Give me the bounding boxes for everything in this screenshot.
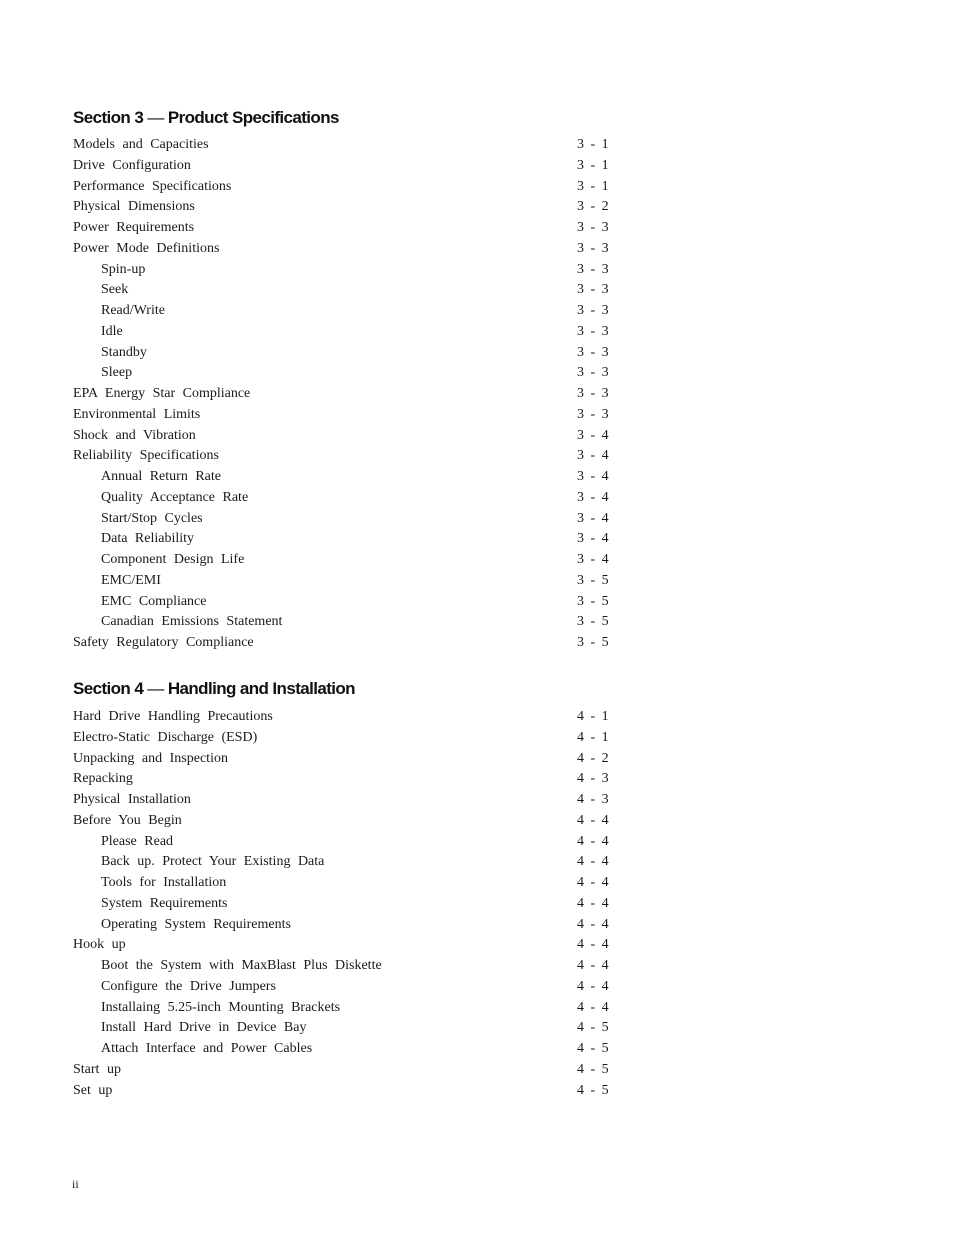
toc-entry-page: 4 - 2 [577,750,609,766]
toc-entry-title: Canadian Emissions Statement [101,614,283,630]
toc-entry-page: 4 - 5 [577,1061,609,1077]
toc-entry-title: Shock and Vibration [73,427,196,443]
toc-entry-title: Spin-up [101,261,146,277]
toc-entry [0,633,954,654]
toc-entry-page: 3 - 5 [577,572,609,588]
toc-entry [0,177,954,198]
toc-entry-title: Read/Write [101,303,165,318]
toc-entry [0,852,954,873]
toc-entry [0,467,954,488]
toc-entry-title: Please Read [101,833,174,849]
section-4-heading [73,679,355,699]
toc-entry-title: Back up. Protect Your Existing Data [101,854,325,870]
toc-entry-title: Seek [101,282,129,298]
toc-entry [0,156,954,177]
toc-entry-title: Idle [101,323,123,339]
toc-entry-page: 4 - 3 [577,771,609,787]
toc-entry-title: Hard Drive Handling Precautions [73,709,273,724]
toc-entry [0,998,954,1019]
toc-entry-page: 3 - 4 [577,469,609,484]
toc-entry-title: Data Reliability [101,531,195,547]
toc-entry-page: 4 - 5 [577,1041,609,1056]
toc-entry [0,832,954,853]
toc-entry-page: 3 - 3 [577,220,609,235]
toc-entry-page: 4 - 4 [577,999,609,1015]
toc-entry [0,769,954,790]
toc-entry-page: 4 - 4 [577,854,609,870]
toc-entry-page: 3 - 2 [577,199,609,215]
toc-entry-title: Drive Configuration [73,157,191,173]
toc-entry [0,977,954,998]
toc-entry-title: Start/Stop Cycles [101,510,203,526]
toc-entry [0,1018,954,1039]
toc-entry [0,197,954,218]
toc-entry [0,811,954,832]
toc-entry-title: Models and Capacities [73,137,209,152]
toc-entry [0,509,954,530]
toc-entry-page: 4 - 1 [577,709,609,724]
toc-entry-title: Start up [73,1061,121,1077]
toc-entry [0,322,954,343]
toc-entry-page: 3 - 3 [577,406,609,422]
toc-entry [0,426,954,447]
toc-entry-title: EMC/EMI [101,572,161,588]
toc-entry [0,935,954,956]
toc-entry-page: 3 - 3 [577,344,609,360]
toc-entry-title: Performance Specifications [73,178,232,194]
toc-entry-title: Operating System Requirements [101,916,291,932]
toc-entry [0,790,954,811]
toc-entry-page: 4 - 4 [577,875,609,890]
toc-entry-page: 3 - 3 [577,240,609,256]
toc-entry-title: Attach Interface and Power Cables [101,1041,313,1056]
toc-entry-title: Repacking [73,771,133,787]
toc-entry-page: 3 - 5 [577,593,609,609]
toc-entry-title: Physical Dimensions [73,199,195,215]
toc-entry-page: 3 - 1 [577,137,609,152]
toc-entry [0,280,954,301]
toc-entry-page: 3 - 5 [577,614,609,630]
toc-entry-page: 4 - 4 [577,958,609,973]
footer-page-number: ii [72,1177,79,1191]
toc-entry-title: System Requirements [101,895,228,911]
toc-entry-title: Electro-Static Discharge (ESD) [73,729,258,745]
toc-entry-page: 3 - 5 [577,635,609,650]
toc-entry [0,749,954,770]
toc-entry [0,239,954,260]
toc-entry-title: Install Hard Drive in Device Bay [101,1020,307,1036]
toc-entry [0,550,954,571]
toc-entry [0,894,954,915]
toc-entry-page: 4 - 3 [577,792,609,807]
toc-entry-title: Unpacking and Inspection [73,750,228,766]
toc-entry-page: 3 - 3 [577,303,609,318]
toc-entry-page: 4 - 4 [577,937,609,953]
section-number: Section 3 [73,108,144,127]
toc-entry [0,218,954,239]
toc-entry-title: Configure the Drive Jumpers [101,978,276,994]
toc-entry [0,488,954,509]
toc-entry-title: Boot the System with MaxBlast Plus Diskette [101,958,382,973]
toc-entry-title: Sleep [101,365,133,381]
toc-entry-title: Standby [101,344,147,360]
toc-entry [0,915,954,936]
toc-entry-title: Component Design Life [101,552,245,567]
toc-entry [0,1081,954,1102]
toc-entry [0,135,954,156]
toc-entry-title: Power Mode Definitions [73,240,220,256]
toc-entry-page: 3 - 3 [577,323,609,339]
toc-entry-page: 4 - 5 [577,1020,609,1036]
toc-entry-page: 4 - 1 [577,729,609,745]
toc-entry-title: Environmental Limits [73,406,201,422]
toc-entry-title: Before You Begin [73,812,182,828]
toc-entry-title: EPA Energy Star Compliance [73,386,251,401]
toc-entry-title: Set up [73,1082,113,1098]
section-3-toc-list [0,135,954,654]
toc-entry-title: Annual Return Rate [101,469,221,484]
toc-entry-title: Physical Installation [73,792,191,807]
toc-entry-page: 4 - 4 [577,895,609,911]
toc-entry [0,571,954,592]
toc-entry-page: 3 - 3 [577,282,609,298]
toc-entry-page: 3 - 4 [577,427,609,443]
section-4-toc-list [0,707,954,1101]
toc-entry-title: Safety Regulatory Compliance [73,635,254,650]
section-title: Product Specifications [167,108,339,127]
toc-entry-page: 4 - 4 [577,833,609,849]
toc-entry-title: Power Requirements [73,220,195,235]
toc-entry-page: 3 - 3 [577,261,609,277]
section-separator: — [147,108,164,127]
toc-entry [0,956,954,977]
toc-entry [0,1039,954,1060]
section-number: Section 4 [73,679,144,698]
toc-entry-title: EMC Compliance [101,593,207,609]
toc-entry-page: 4 - 4 [577,916,609,932]
toc-entry-title: Reliability Specifications [73,448,219,464]
toc-entry [0,405,954,426]
toc-entry-page: 3 - 4 [577,448,609,464]
toc-entry-page: 4 - 4 [577,978,609,994]
toc-entry-title: Tools for Installation [101,875,227,890]
toc-entry-page: 4 - 5 [577,1082,609,1098]
toc-entry [0,1060,954,1081]
toc-entry-page: 3 - 4 [577,510,609,526]
toc-entry-page: 3 - 3 [577,386,609,401]
toc-entry-page: 3 - 4 [577,531,609,547]
toc-entry [0,363,954,384]
toc-entry [0,260,954,281]
section-3-heading [73,108,339,128]
toc-entry [0,301,954,322]
toc-entry [0,384,954,405]
toc-entry [0,707,954,728]
toc-entry [0,873,954,894]
toc-entry [0,446,954,467]
toc-entry [0,343,954,364]
toc-entry-page: 3 - 4 [577,552,609,567]
toc-entry [0,728,954,749]
toc-entry-title: Quality Acceptance Rate [101,489,249,505]
toc-entry-page: 3 - 3 [577,365,609,381]
toc-entry-page: 3 - 4 [577,489,609,505]
toc-entry-page: 3 - 1 [577,178,609,194]
toc-entry-page: 4 - 4 [577,812,609,828]
toc-entry [0,529,954,550]
toc-entry-title: Installaing 5.25-inch Mounting Brackets [101,999,341,1015]
toc-entry [0,612,954,633]
toc-entry-title: Hook up [73,937,126,953]
section-title: Handling and Installation [167,679,355,698]
toc-entry [0,592,954,613]
section-separator: — [147,679,164,698]
toc-entry-page: 3 - 1 [577,157,609,173]
